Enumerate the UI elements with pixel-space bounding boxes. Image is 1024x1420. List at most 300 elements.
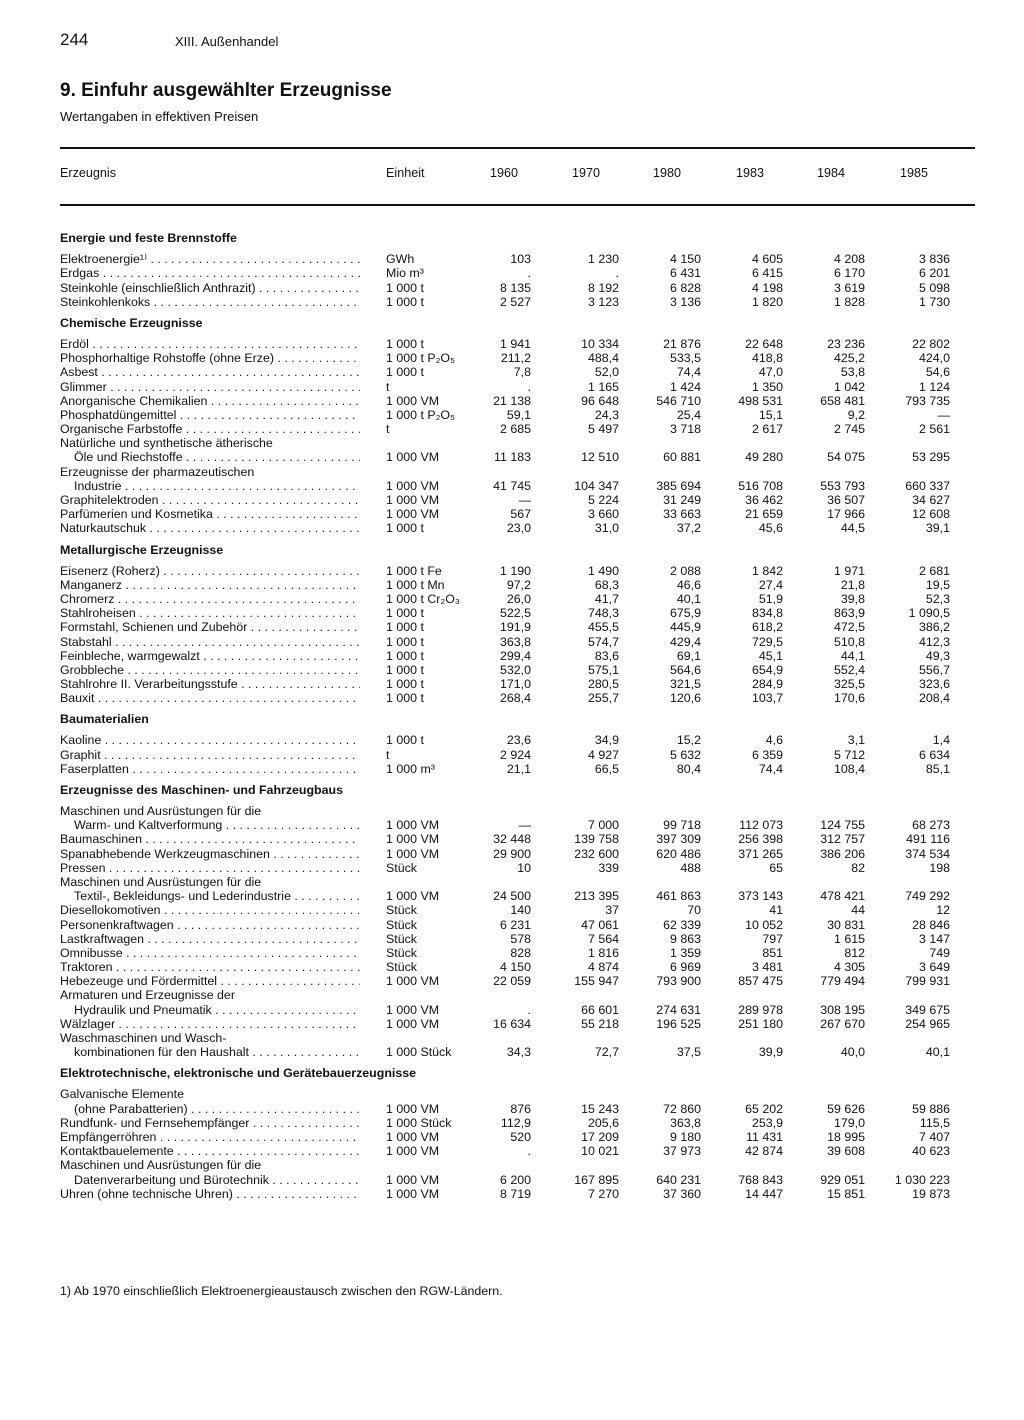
value-cell-1983: 1 842 [751,563,783,578]
row-unit: 1 000 VM [386,1016,440,1031]
row-label: Maschinen und Ausrüstungen für die [60,874,262,889]
value-cell-1984: 30 831 [827,917,865,932]
row-label: Pressen . . . [60,861,360,875]
value-cell-1960: 1 941 [499,336,531,351]
value-cell-1984: 179,0 [833,1115,865,1130]
row-unit: 1 000 VM [386,974,440,989]
value-cell-1983: 112 073 [739,818,783,833]
row-label: Spanabhebende Werkzeugmaschinen . . . [60,847,360,861]
value-cell-1970: 7 270 [587,1186,619,1201]
value-cell-1960: 22 059 [493,974,531,989]
col-head-product: Erzeugnis [60,166,117,180]
row-label: Maschinen und Ausrüstungen für die [60,804,262,818]
value-cell-1985: 2 681 [918,563,950,578]
value-cell-1983: 74,4 [758,761,783,776]
value-cell-1983: 51,9 [758,591,783,606]
value-cell-1983: 654,9 [751,662,783,677]
value-cell-1985: 208,4 [918,691,950,706]
value-cell-1980: 60 881 [663,450,701,465]
value-cell-1980: 80,4 [676,761,701,776]
footnote: 1) Ab 1970 einschließlich Elektroenergieaustausch zwischen den RGW-Ländern. [60,1284,503,1298]
value-cell-1984: 5 712 [833,747,865,762]
value-cell-1960: 59,1 [506,407,531,422]
row-label: Hebezeuge und Fördermittel . . . [60,974,360,988]
value-cell-1960: 29 900 [493,846,531,861]
table-row [60,804,975,818]
value-cell-1983: 797 [762,931,783,946]
value-cell-1985: 799 931 [905,974,950,989]
row-unit: 1 000 t [386,521,424,536]
value-cell-1984: 1 042 [833,379,865,394]
value-cell-1970: . [615,266,619,281]
value-cell-1983: 618,2 [751,620,783,635]
value-cell-1983: 4,6 [765,733,783,748]
value-cell-1985: 52,3 [925,591,950,606]
value-cell-1984: 108,4 [833,761,865,776]
row-unit: Stück [386,903,417,918]
section-heading [60,224,975,252]
value-cell-1983: 498 531 [738,393,783,408]
row-label: Organische Farbstoffe . . . [60,422,360,436]
table-row [60,847,975,861]
table-row [60,1116,975,1130]
value-cell-1970: 574,7 [587,634,619,649]
value-cell-1970: 12 510 [581,450,619,465]
value-cell-1984: 36 507 [827,493,865,507]
table-row [60,606,975,620]
value-cell-1960: 23,0 [506,521,531,536]
value-cell-1983: 10 052 [745,917,783,932]
value-cell-1983: 47,0 [758,365,783,380]
value-cell-1983: 39,9 [758,1045,783,1060]
value-cell-1970: 66,5 [594,761,619,776]
table-row [60,1031,975,1045]
value-cell-1970: 68,3 [594,577,619,592]
value-cell-1983: 11 431 [746,1129,783,1144]
table-row [60,564,975,578]
value-cell-1970: 104 347 [574,478,619,493]
value-cell-1984: 44,5 [840,521,865,536]
table-row [60,592,975,606]
value-cell-1980: 620 486 [656,846,701,861]
value-cell-1960: 32 448 [493,832,531,847]
value-cell-1980: 15,2 [676,733,701,748]
value-cell-1983: 1 820 [751,294,783,309]
value-cell-1983: 857 475 [738,974,783,989]
value-cell-1960: . [527,379,531,394]
value-cell-1985: 6 201 [918,266,950,281]
value-cell-1960: 16 634 [493,1016,531,1031]
row-label: Grobbleche . . . [60,663,360,677]
row-label: Baumaschinen . . . [60,832,360,846]
value-cell-1960: 6 200 [499,1172,531,1187]
value-cell-1980: 196 525 [656,1016,701,1031]
value-cell-1970: 3 123 [587,294,619,309]
value-cell-1985: 6 634 [918,747,950,762]
value-cell-1980: 445,9 [669,620,701,635]
value-cell-1970: 17 209 [581,1129,619,1144]
value-cell-1970: 47 061 [581,917,619,932]
value-cell-1960: 97,2 [506,577,531,592]
value-cell-1980: 2 088 [669,563,701,578]
row-label: Stabstahl . . . [60,635,360,649]
value-cell-1970: 83,6 [594,648,619,663]
value-cell-1960: 578 [510,931,531,946]
value-cell-1985: 39,1 [925,521,950,536]
value-cell-1985: 1 124 [918,379,950,394]
row-unit: 1 000 Stück [386,1115,452,1130]
value-cell-1980: 40,1 [676,591,701,606]
value-cell-1960: 21,1 [506,761,531,776]
value-cell-1983: 45,6 [758,521,783,536]
row-label: Rundfunk- und Fernsehempfänger . . . [60,1116,360,1130]
value-cell-1985: 412,3 [918,634,950,649]
table-row [60,465,975,479]
table-row [60,733,975,747]
value-cell-1985: 12 608 [912,507,950,522]
value-cell-1980: 640 231 [656,1172,701,1187]
value-cell-1980: 37,5 [676,1045,701,1060]
value-cell-1960: . [527,1002,531,1017]
value-cell-1970: 1 490 [587,563,619,578]
value-cell-1980: 461 863 [656,889,701,904]
value-cell-1970: 5 497 [587,422,619,437]
section-title: Energie und feste Brennstoffe [60,231,237,246]
value-cell-1985: 660 337 [905,478,950,493]
value-cell-1960: 103 [510,252,531,267]
value-cell-1983: 15,1 [758,407,783,422]
value-cell-1984: 44,1 [840,648,865,663]
value-cell-1985: 198 [929,860,950,875]
row-unit: 1 000 VM [386,846,440,861]
row-unit: 1 000 VM [386,1172,440,1187]
value-cell-1960: — [518,493,531,507]
row-label: Phosphorhaltige Rohstoffe (ohne Erze) . . . [60,351,360,365]
value-cell-1980: 72 860 [663,1101,701,1116]
value-cell-1980: 70 [687,903,701,918]
value-cell-1960: 1 190 [499,563,531,578]
row-unit: Stück [386,931,417,946]
row-unit: 1 000 VM [386,1144,440,1159]
row-unit: t [386,379,390,394]
value-cell-1985: 386,2 [918,620,950,635]
value-cell-1960: 520 [510,1129,531,1144]
value-cell-1984: 308 195 [820,1002,865,1017]
value-cell-1983: 22 648 [745,336,783,351]
value-cell-1980: 21 876 [663,336,701,351]
value-cell-1983: 289 978 [738,1002,783,1017]
value-cell-1985: 1 030 223 [894,1172,950,1187]
value-cell-1980: 37 973 [663,1144,701,1159]
col-head-1970: 1970 [572,166,601,180]
table-row [60,1003,975,1017]
value-cell-1980: 4 150 [669,252,701,267]
value-cell-1960: 112,9 [500,1115,531,1130]
col-head-1985: 1985 [900,166,929,180]
value-cell-1985: 19,5 [925,577,950,592]
value-cell-1960: . [527,266,531,281]
value-cell-1984: 1 971 [833,563,865,578]
row-label: Eisenerz (Roherz) . . . [60,564,360,578]
value-cell-1984: 267 670 [820,1016,865,1031]
value-cell-1980: 6 828 [669,280,701,295]
value-cell-1984: 40,0 [840,1045,865,1060]
value-cell-1984: 658 481 [820,393,865,408]
value-cell-1980: 6 969 [669,960,701,975]
row-unit: 1 000 VM [386,1002,440,1017]
value-cell-1970: 213 395 [574,889,619,904]
value-cell-1960: 41 745 [493,478,531,493]
row-label: Waschmaschinen und Wasch- [60,1031,227,1045]
table-title: 9. Einfuhr ausgewählter Erzeugnisse [60,80,392,101]
value-cell-1960: 23,6 [506,733,531,748]
row-unit: 1 000 t [386,677,424,692]
row-unit: 1 000 t [386,691,424,706]
value-cell-1970: 66 601 [581,1002,619,1017]
value-cell-1983: 49 280 [745,450,783,465]
value-cell-1985: 40 623 [912,1144,950,1159]
top-rule [60,147,975,149]
column-header-row [60,166,975,180]
value-cell-1970: 339 [598,860,619,875]
value-cell-1985: 40,1 [925,1045,950,1060]
table-row [60,691,975,705]
col-head-1983: 1983 [736,166,765,180]
value-cell-1983: 4 605 [751,252,783,267]
section-title: Chemische Erzeugnisse [60,315,203,330]
page-header [60,30,279,50]
section-heading [60,705,975,733]
row-unit: 1 000 t [386,365,424,380]
value-cell-1980: 363,8 [669,1115,701,1130]
value-cell-1985: 34 627 [912,493,950,507]
value-cell-1985: 1 090,5 [908,606,950,621]
row-label: Omnibusse . . . [60,946,360,960]
value-cell-1980: 5 632 [669,747,701,762]
value-cell-1983: 3 481 [751,960,783,975]
value-cell-1983: 21 659 [745,507,783,522]
value-cell-1985: 254 965 [905,1016,950,1031]
value-cell-1980: 1 424 [669,379,701,394]
value-cell-1983: 284,9 [751,677,783,692]
table-row [60,1173,975,1187]
table-row [60,946,975,960]
value-cell-1984: 553 793 [820,478,865,493]
value-cell-1980: 99 718 [663,818,701,833]
value-cell-1980: 274 631 [656,1002,701,1017]
row-label: Lastkraftwagen . . . [60,932,360,946]
section-title: Metallurgische Erzeugnisse [60,542,224,557]
row-label: Erdöl . . . [60,337,360,351]
row-label: Textil-, Bekleidungs- und Lederindustrie . . . [74,889,360,903]
row-label: Industrie . . . [74,479,360,493]
value-cell-1983: 729,5 [751,634,783,649]
value-cell-1983: 4 198 [751,280,783,295]
row-unit: 1 000 t [386,280,424,295]
row-label: Öle und Riechstoffe . . . [74,450,360,464]
table-row [60,578,975,592]
value-cell-1983: 27,4 [758,577,783,592]
row-unit: 1 000 t P₂O₅ [386,407,456,422]
value-cell-1984: 510,8 [833,634,865,649]
value-cell-1985: 323,6 [918,677,950,692]
table-row [60,748,975,762]
row-label: Warm- und Kaltverformung . . . [74,818,360,832]
value-cell-1983: 834,8 [751,606,783,621]
value-cell-1970: 455,5 [587,620,619,635]
value-cell-1985: 53 295 [912,450,950,465]
table-row [60,663,975,677]
value-cell-1983: 42 874 [745,1144,783,1159]
table-row [60,479,975,493]
table-row [60,493,975,507]
row-label: Erzeugnisse der pharmazeutischen [60,464,255,479]
value-cell-1970: 155 947 [574,974,619,989]
value-cell-1980: 564,6 [669,662,701,677]
value-cell-1985: 22 802 [912,336,950,351]
value-cell-1980: 533,5 [669,351,701,366]
value-cell-1960: 4 150 [499,960,531,975]
table-row [60,281,975,295]
value-cell-1984: 44 [851,903,865,918]
value-cell-1985: 374 534 [905,846,950,861]
data-table [60,166,975,1201]
value-cell-1983: 14 447 [745,1186,783,1201]
value-cell-1985: 68 273 [912,818,950,833]
value-cell-1980: 488 [680,860,701,875]
value-cell-1985: 28 846 [912,917,950,932]
value-cell-1985: 12 [936,903,950,918]
table-row [60,365,975,379]
table-row [60,1158,975,1172]
value-cell-1985: 5 098 [918,280,950,295]
value-cell-1984: 863,9 [833,606,865,621]
row-unit: 1 000 VM [386,818,440,833]
row-unit: 1 000 VM [386,478,440,493]
value-cell-1985: 424,0 [918,351,950,366]
value-cell-1980: 793 900 [656,974,701,989]
table-row [60,861,975,875]
table-row [60,960,975,974]
value-cell-1980: 9 863 [669,931,701,946]
value-cell-1985: 3 836 [918,252,950,267]
value-cell-1980: 37,2 [676,521,701,536]
row-label: Feinbleche, warmgewalzt . . . [60,649,360,663]
value-cell-1985: 7 407 [918,1129,950,1144]
value-cell-1984: 18 995 [827,1129,865,1144]
value-cell-1960: . [527,1144,531,1159]
row-unit: Stück [386,917,417,932]
table-row [60,507,975,521]
row-unit: 1 000 t [386,606,424,621]
row-label: Empfängerröhren . . . [60,1130,360,1144]
value-cell-1970: 37 [605,903,619,918]
value-cell-1985: 793 735 [905,393,950,408]
row-label: Datenverarbeitung und Bürotechnik . . . [74,1173,360,1187]
table-body [60,224,975,1201]
value-cell-1984: 21,8 [840,577,865,592]
value-cell-1984: 53,8 [840,365,865,380]
col-head-1960: 1960 [490,166,519,180]
value-cell-1970: 72,7 [594,1045,619,1060]
value-cell-1960: 10 [517,860,531,875]
value-cell-1984: 478 421 [820,889,865,904]
row-label: Graphit . . . [60,748,360,762]
row-label: Galvanische Elemente [60,1087,184,1102]
value-cell-1983: 768 843 [738,1172,783,1187]
value-cell-1980: 62 339 [663,917,701,932]
table-subtitle: Wertangaben in effektiven Preisen [60,109,259,124]
value-cell-1970: 10 021 [581,1144,619,1159]
row-unit: Mio m³ [386,266,424,281]
row-unit: t [386,422,390,437]
row-label: Bauxit . . . [60,691,360,705]
col-head-1984: 1984 [817,166,846,180]
table-row [60,1087,975,1101]
section-heading [60,536,975,564]
row-unit: 1 000 t [386,294,424,309]
value-cell-1960: 24 500 [493,889,531,904]
value-cell-1984: 425,2 [833,351,865,366]
value-cell-1960: 7,8 [513,365,531,380]
table-row [60,1102,975,1116]
row-label: Parfümerien und Kosmetika . . . [60,507,360,521]
row-label: Wälzlager . . . [60,1017,360,1031]
table-row [60,351,975,365]
value-cell-1985: 49,3 [925,648,950,663]
value-cell-1985: 2 561 [918,422,950,437]
row-unit: 1 000 t [386,620,424,635]
value-cell-1970: 24,3 [594,407,619,422]
value-cell-1960: 522,5 [499,606,531,621]
row-unit: 1 000 t Fe [386,563,442,578]
value-cell-1970: 55 218 [581,1016,619,1031]
value-cell-1960: 2 924 [499,747,531,762]
value-cell-1983: 373 143 [738,889,783,904]
row-label: Uhren (ohne technische Uhren) . . . [60,1187,360,1201]
value-cell-1984: 2 745 [833,422,865,437]
table-row [60,266,975,280]
row-label: Glimmer . . . [60,380,360,394]
value-cell-1983: 2 617 [751,422,783,437]
row-unit: 1 000 VM [386,450,440,465]
value-cell-1984: 170,6 [833,691,865,706]
value-cell-1960: 140 [510,903,531,918]
value-cell-1980: 321,5 [669,677,701,692]
page-number: 244 [60,30,89,49]
value-cell-1983: 45,1 [758,648,783,663]
value-cell-1984: 39 608 [827,1144,865,1159]
value-cell-1984: 812 [844,945,865,960]
value-cell-1980: 9 180 [669,1129,701,1144]
value-cell-1984: 15 851 [827,1186,865,1201]
table-row [60,450,975,464]
value-cell-1970: 575,1 [587,662,619,677]
col-head-1980: 1980 [653,166,682,180]
value-cell-1970: 1 165 [587,379,619,394]
table-row [60,635,975,649]
row-unit: 1 000 VM [386,393,440,408]
row-unit: 1 000 VM [386,1129,440,1144]
row-label: Erdgas . . . [60,266,360,280]
row-unit: 1 000 t Mn [386,577,445,592]
value-cell-1960: 171,0 [499,677,531,692]
row-unit: 1 000 t [386,733,424,748]
row-unit: 1 000 t [386,634,424,649]
value-cell-1980: 74,4 [676,365,701,380]
row-unit: 1 000 VM [386,493,440,507]
value-cell-1984: 6 170 [833,266,865,281]
